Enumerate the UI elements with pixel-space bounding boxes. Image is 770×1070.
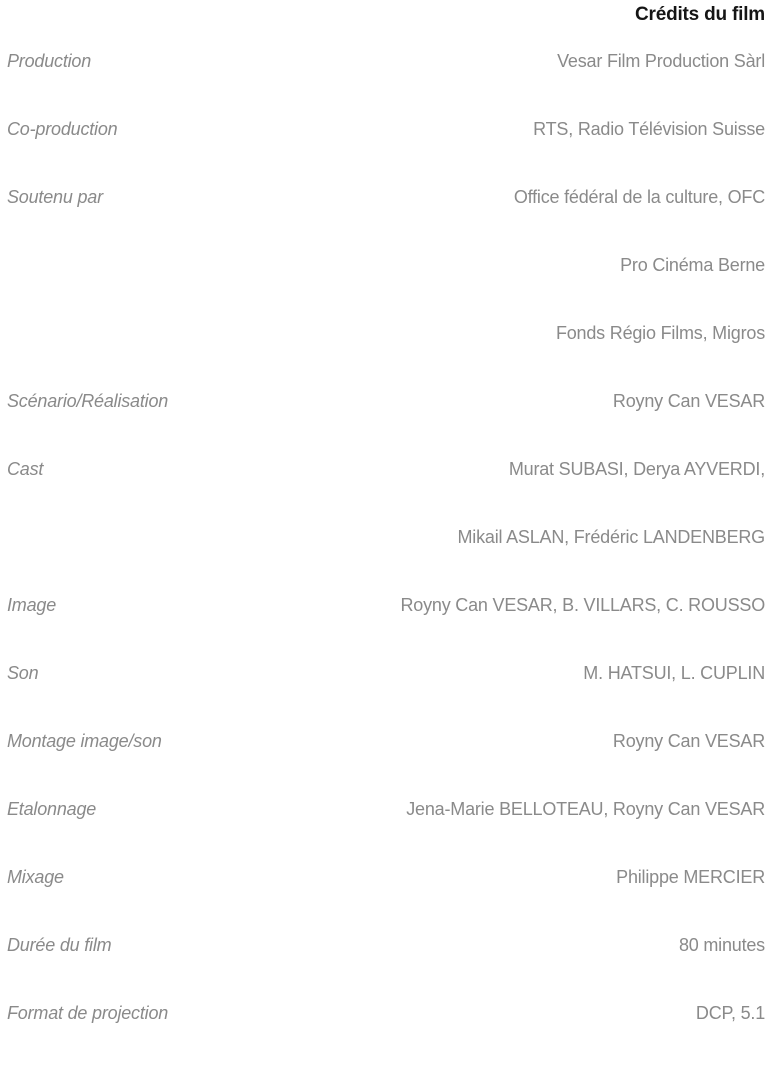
credit-row-image	[7, 594, 765, 662]
credit-row-scenario-realisation	[7, 390, 765, 458]
credit-value: Fonds Régio Films, Migros	[555, 323, 765, 343]
credit-row-cast-cont	[7, 526, 765, 594]
credit-row-mixage	[7, 866, 765, 934]
credit-label: Durée du film	[7, 935, 112, 955]
credit-value: Philippe MERCIER	[616, 867, 765, 887]
credit-value: Office fédéral de la culture, OFC	[513, 187, 765, 207]
credit-value: Royny Can VESAR	[612, 731, 765, 751]
page-title: Crédits du film	[634, 4, 765, 25]
credit-label: Format de projection	[7, 1003, 169, 1023]
credit-value: M. HATSUI, L. CUPLIN	[583, 663, 765, 683]
credit-value: 80 minutes	[678, 935, 765, 955]
credit-value: Jena-Marie BELLOTEAU, Royny Can VESAR	[406, 799, 765, 819]
credit-label: Co-production	[7, 119, 118, 139]
credit-value: Royny Can VESAR	[612, 391, 765, 411]
credit-value: DCP, 5.1	[695, 1003, 765, 1023]
credit-label: Son	[7, 663, 39, 683]
credit-row-format	[7, 1002, 765, 1070]
credit-label: Image	[7, 595, 57, 615]
credit-label: Cast	[7, 459, 44, 479]
credit-label: Scénario/Réalisation	[7, 391, 169, 411]
credit-row-production	[7, 50, 765, 118]
credit-label: Montage image/son	[7, 731, 162, 751]
credit-row-soutenu-par-cont-2	[7, 322, 765, 390]
credit-row-coproduction	[7, 118, 765, 186]
credit-value: Murat SUBASI, Derya AYVERDI,	[508, 459, 765, 479]
credit-label: Production	[7, 51, 92, 71]
credit-row-son	[7, 662, 765, 730]
credit-value: Vesar Film Production Sàrl	[557, 51, 765, 71]
credit-value: Pro Cinéma Berne	[620, 255, 765, 275]
credit-label: Etalonnage	[7, 799, 97, 819]
credit-row-etalonnage	[7, 798, 765, 866]
credit-row-soutenu-par-cont-1	[7, 254, 765, 322]
credit-value: Royny Can VESAR, B. VILLARS, C. ROUSSO	[400, 595, 765, 615]
credit-label: Mixage	[7, 867, 64, 887]
credit-row-montage	[7, 730, 765, 798]
credit-row-soutenu-par	[7, 186, 765, 254]
credit-row-duree	[7, 934, 765, 1002]
credit-row-cast	[7, 458, 765, 526]
credit-label: Soutenu par	[7, 187, 103, 207]
credit-value: RTS, Radio Télévision Suisse	[533, 119, 765, 139]
credit-value: Mikail ASLAN, Frédéric LANDENBERG	[457, 527, 765, 547]
